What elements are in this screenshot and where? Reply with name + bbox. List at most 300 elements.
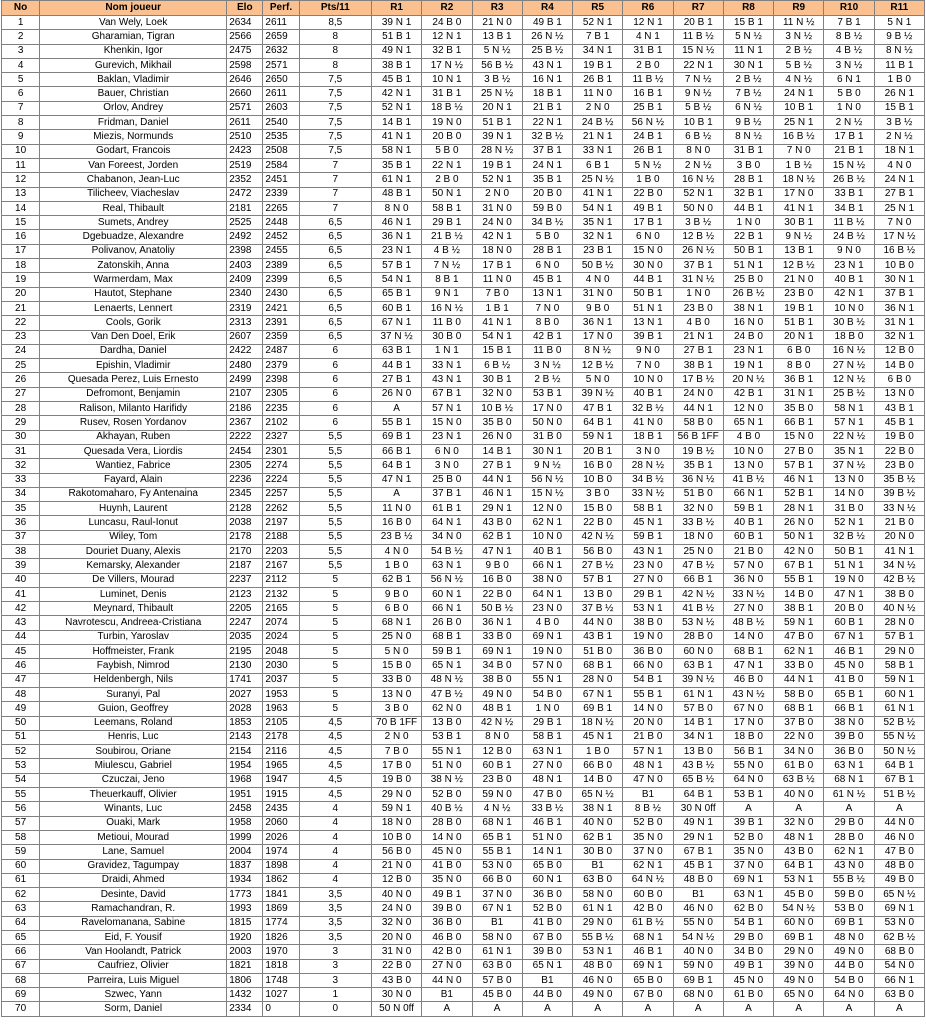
round-3-cell: 2 N 0 <box>472 187 522 201</box>
player-name-cell: Henris, Luc <box>40 730 227 744</box>
elo-cell: 1432 <box>227 988 263 1002</box>
round-11-cell: 24 N 1 <box>874 173 924 187</box>
round-11-cell: 3 B ½ <box>874 116 924 130</box>
round-4-cell: 33 B ½ <box>522 802 572 816</box>
round-3-cell: 20 N 1 <box>472 101 522 115</box>
header-r4: R4 <box>522 1 572 16</box>
round-8-cell: 19 N 1 <box>723 359 773 373</box>
round-2-cell: 7 N ½ <box>422 259 472 273</box>
round-7-cell: 17 B ½ <box>673 373 723 387</box>
player-name-cell: Desinte, David <box>40 888 227 902</box>
table-row <box>2 58 925 72</box>
round-7-cell: 55 N 0 <box>673 916 723 930</box>
rank-cell: 50 <box>2 716 40 730</box>
table-row <box>2 344 925 358</box>
round-10-cell: 68 N 1 <box>824 773 874 787</box>
round-10-cell: 24 B ½ <box>824 230 874 244</box>
round-1-cell: 4 N 0 <box>371 544 421 558</box>
round-1-cell: 65 B 1 <box>371 287 421 301</box>
round-6-cell: 57 N 1 <box>623 745 673 759</box>
round-6-cell: 14 N 0 <box>623 702 673 716</box>
elo-cell: 2510 <box>227 130 263 144</box>
table-row <box>2 945 925 959</box>
round-4-cell: 53 B 1 <box>522 387 572 401</box>
round-3-cell: 14 B 1 <box>472 444 522 458</box>
round-1-cell: 66 B 1 <box>371 444 421 458</box>
round-4-cell: 65 B 0 <box>522 859 572 873</box>
table-row <box>2 473 925 487</box>
round-2-cell: 45 N 0 <box>422 845 472 859</box>
round-1-cell: 6 B 0 <box>371 602 421 616</box>
round-10-cell: 40 B 1 <box>824 273 874 287</box>
round-10-cell: 7 B 1 <box>824 16 874 30</box>
elo-cell: 2154 <box>227 745 263 759</box>
round-9-cell: 65 N 0 <box>774 988 824 1002</box>
rank-cell: 39 <box>2 559 40 573</box>
round-5-cell: 9 B 0 <box>573 301 623 315</box>
table-row <box>2 244 925 258</box>
elo-cell: 2004 <box>227 845 263 859</box>
perf-cell: 2451 <box>263 173 299 187</box>
round-9-cell: 27 B 0 <box>774 444 824 458</box>
round-3-cell: 65 B 1 <box>472 830 522 844</box>
round-11-cell: 27 B 1 <box>874 187 924 201</box>
round-4-cell: 22 N 1 <box>522 116 572 130</box>
round-5-cell: 58 N 0 <box>573 888 623 902</box>
round-5-cell: 63 B 0 <box>573 873 623 887</box>
round-8-cell: 54 B 1 <box>723 916 773 930</box>
round-5-cell: 26 B 1 <box>573 73 623 87</box>
round-3-cell: 16 B 0 <box>472 573 522 587</box>
perf-cell: 0 <box>263 1002 299 1016</box>
round-4-cell: 31 B 0 <box>522 430 572 444</box>
round-1-cell: 20 N 0 <box>371 931 421 945</box>
round-6-cell: 1 B 0 <box>623 173 673 187</box>
round-7-cell: 20 B 1 <box>673 16 723 30</box>
points-cell: 4,5 <box>299 716 371 730</box>
round-8-cell: 45 N 0 <box>723 973 773 987</box>
round-2-cell: 33 N 1 <box>422 359 472 373</box>
points-cell: 7,5 <box>299 144 371 158</box>
round-5-cell: 10 B 0 <box>573 473 623 487</box>
round-1-cell: 44 B 1 <box>371 359 421 373</box>
points-cell: 6,5 <box>299 301 371 315</box>
rank-cell: 31 <box>2 444 40 458</box>
table-row <box>2 502 925 516</box>
round-7-cell: 54 N ½ <box>673 931 723 945</box>
round-2-cell: 58 B 1 <box>422 201 472 215</box>
round-10-cell: 39 B 0 <box>824 730 874 744</box>
round-7-cell: 6 B ½ <box>673 130 723 144</box>
round-10-cell: 19 N 0 <box>824 573 874 587</box>
round-8-cell: 12 N 0 <box>723 402 773 416</box>
elo-cell: 1853 <box>227 716 263 730</box>
table-row <box>2 873 925 887</box>
round-1-cell: A <box>371 487 421 501</box>
round-2-cell: 25 B 0 <box>422 473 472 487</box>
rank-cell: 19 <box>2 273 40 287</box>
round-9-cell: 32 N 0 <box>774 816 824 830</box>
player-name-cell: Rakotomaharo, Fy Antenaina <box>40 487 227 501</box>
round-7-cell: 28 B 0 <box>673 630 723 644</box>
perf-cell: 2074 <box>263 616 299 630</box>
round-10-cell: 51 N 1 <box>824 559 874 573</box>
round-10-cell: 23 N 1 <box>824 259 874 273</box>
rank-cell: 41 <box>2 587 40 601</box>
round-11-cell: 32 N 1 <box>874 330 924 344</box>
rank-cell: 20 <box>2 287 40 301</box>
round-11-cell: 40 N ½ <box>874 602 924 616</box>
round-4-cell: 59 B 0 <box>522 201 572 215</box>
round-5-cell: 17 N 0 <box>573 330 623 344</box>
round-5-cell: 11 N 0 <box>573 87 623 101</box>
round-6-cell: 42 B 0 <box>623 902 673 916</box>
round-6-cell: 18 B 1 <box>623 430 673 444</box>
round-4-cell: 57 N 0 <box>522 659 572 673</box>
table-row <box>2 301 925 315</box>
round-6-cell: 27 N 0 <box>623 573 673 587</box>
perf-cell: 2632 <box>263 44 299 58</box>
round-10-cell: 14 N 0 <box>824 487 874 501</box>
header-perf: Perf. <box>263 1 299 16</box>
table-body <box>2 16 925 1017</box>
round-2-cell: 42 B 0 <box>422 945 472 959</box>
round-8-cell: 35 N 0 <box>723 845 773 859</box>
rank-cell: 11 <box>2 158 40 172</box>
round-7-cell: 44 N 1 <box>673 402 723 416</box>
round-7-cell: 69 B 1 <box>673 973 723 987</box>
header-row <box>2 1 925 16</box>
round-1-cell: 13 N 0 <box>371 687 421 701</box>
table-row <box>2 330 925 344</box>
round-8-cell: 10 N 0 <box>723 444 773 458</box>
round-10-cell: 32 B ½ <box>824 530 874 544</box>
round-11-cell: 43 B 1 <box>874 402 924 416</box>
perf-cell: 2274 <box>263 459 299 473</box>
rank-cell: 14 <box>2 201 40 215</box>
round-3-cell: B1 <box>472 916 522 930</box>
round-11-cell: 69 N 1 <box>874 902 924 916</box>
round-1-cell: 5 N 0 <box>371 645 421 659</box>
points-cell: 6,5 <box>299 230 371 244</box>
round-1-cell: 39 N 1 <box>371 16 421 30</box>
round-7-cell: 31 N ½ <box>673 273 723 287</box>
round-4-cell: 3 N ½ <box>522 359 572 373</box>
round-5-cell: 38 N 1 <box>573 802 623 816</box>
round-2-cell: 30 B 0 <box>422 330 472 344</box>
round-7-cell: 19 B ½ <box>673 444 723 458</box>
round-6-cell: 25 B 1 <box>623 101 673 115</box>
round-3-cell: 52 N 1 <box>472 173 522 187</box>
round-9-cell: 66 B 1 <box>774 416 824 430</box>
round-11-cell: 23 B 0 <box>874 459 924 473</box>
elo-cell: 1951 <box>227 788 263 802</box>
round-9-cell: 18 N ½ <box>774 173 824 187</box>
round-7-cell: 32 N 0 <box>673 502 723 516</box>
round-5-cell: 21 N 1 <box>573 130 623 144</box>
round-5-cell: 39 N ½ <box>573 387 623 401</box>
rank-cell: 32 <box>2 459 40 473</box>
round-10-cell: 52 N 1 <box>824 516 874 530</box>
player-name-cell: Ramachandran, R. <box>40 902 227 916</box>
table-row <box>2 630 925 644</box>
elo-cell: 2027 <box>227 687 263 701</box>
table-row <box>2 30 925 44</box>
rank-cell: 51 <box>2 730 40 744</box>
round-11-cell: 1 B 0 <box>874 73 924 87</box>
round-2-cell: 34 N 0 <box>422 530 472 544</box>
round-7-cell: 66 B 1 <box>673 573 723 587</box>
round-1-cell: 26 N 0 <box>371 387 421 401</box>
round-6-cell: 31 B 1 <box>623 44 673 58</box>
round-8-cell: 13 N 0 <box>723 459 773 473</box>
round-5-cell: 65 N ½ <box>573 788 623 802</box>
round-7-cell: A <box>673 1002 723 1016</box>
elo-cell: 2519 <box>227 158 263 172</box>
round-1-cell: 55 B 1 <box>371 416 421 430</box>
round-11-cell: 33 N ½ <box>874 502 924 516</box>
round-2-cell: 3 N 0 <box>422 459 472 473</box>
round-2-cell: 23 N 1 <box>422 430 472 444</box>
round-11-cell: 13 N 0 <box>874 387 924 401</box>
round-8-cell: 15 B 1 <box>723 16 773 30</box>
round-4-cell: 34 B ½ <box>522 216 572 230</box>
round-10-cell: A <box>824 1002 874 1016</box>
player-name-cell: Fridman, Daniel <box>40 116 227 130</box>
round-11-cell: 49 B 0 <box>874 873 924 887</box>
round-9-cell: 23 B 0 <box>774 287 824 301</box>
player-name-cell: Chabanon, Jean-Luc <box>40 173 227 187</box>
round-4-cell: 39 B 0 <box>522 945 572 959</box>
round-4-cell: 35 B 1 <box>522 173 572 187</box>
rank-cell: 13 <box>2 187 40 201</box>
elo-cell: 2660 <box>227 87 263 101</box>
header-points: Pts/11 <box>299 1 371 16</box>
round-5-cell: 52 N 1 <box>573 16 623 30</box>
elo-cell: 2170 <box>227 544 263 558</box>
round-4-cell: 46 B 1 <box>522 816 572 830</box>
round-2-cell: 49 B 1 <box>422 888 472 902</box>
round-7-cell: 12 B ½ <box>673 230 723 244</box>
player-name-cell: Wantiez, Fabrice <box>40 459 227 473</box>
rank-cell: 36 <box>2 516 40 530</box>
points-cell: 4,5 <box>299 730 371 744</box>
round-2-cell: 54 B ½ <box>422 544 472 558</box>
player-name-cell: Epishin, Vladimir <box>40 359 227 373</box>
round-4-cell: 18 B 1 <box>522 87 572 101</box>
elo-cell: 2598 <box>227 58 263 72</box>
round-6-cell: 44 B 1 <box>623 273 673 287</box>
player-name-cell: Heldenbergh, Nils <box>40 673 227 687</box>
table-row <box>2 259 925 273</box>
perf-cell: 1841 <box>263 888 299 902</box>
round-4-cell: 48 N 1 <box>522 773 572 787</box>
round-11-cell: 52 B ½ <box>874 716 924 730</box>
table-row <box>2 587 925 601</box>
round-3-cell: 24 N 0 <box>472 216 522 230</box>
rank-cell: 49 <box>2 702 40 716</box>
round-10-cell: 50 B 1 <box>824 544 874 558</box>
perf-cell: 2305 <box>263 387 299 401</box>
table-row <box>2 444 925 458</box>
round-6-cell: 16 B 1 <box>623 87 673 101</box>
round-9-cell: 40 N 0 <box>774 788 824 802</box>
round-8-cell: 60 B 1 <box>723 530 773 544</box>
rank-cell: 62 <box>2 888 40 902</box>
round-4-cell: 64 N 1 <box>522 587 572 601</box>
rank-cell: 70 <box>2 1002 40 1016</box>
round-5-cell: 8 N ½ <box>573 344 623 358</box>
round-4-cell: 47 B 0 <box>522 788 572 802</box>
round-7-cell: 51 B 0 <box>673 487 723 501</box>
round-11-cell: 28 N 0 <box>874 616 924 630</box>
player-name-cell: Winants, Luc <box>40 802 227 816</box>
round-6-cell: 41 N 0 <box>623 416 673 430</box>
round-5-cell: 49 N 0 <box>573 988 623 1002</box>
round-5-cell: 22 B 0 <box>573 516 623 530</box>
round-7-cell: 43 B ½ <box>673 759 723 773</box>
round-8-cell: 66 N 1 <box>723 487 773 501</box>
player-name-cell: Turbin, Yaroslav <box>40 630 227 644</box>
points-cell: 4 <box>299 830 371 844</box>
round-10-cell: 47 N 1 <box>824 587 874 601</box>
table-row <box>2 716 925 730</box>
round-3-cell: 9 B 0 <box>472 559 522 573</box>
round-3-cell: 35 B 0 <box>472 416 522 430</box>
round-5-cell: 64 B 1 <box>573 416 623 430</box>
points-cell: 5,5 <box>299 530 371 544</box>
round-3-cell: 56 B ½ <box>472 58 522 72</box>
round-4-cell: 69 N 1 <box>522 630 572 644</box>
perf-cell: 1953 <box>263 687 299 701</box>
round-3-cell: 53 N 0 <box>472 859 522 873</box>
round-2-cell: 28 B 0 <box>422 816 472 830</box>
round-7-cell: 46 N 0 <box>673 902 723 916</box>
round-6-cell: 54 B 1 <box>623 673 673 687</box>
round-4-cell: 20 B 0 <box>522 187 572 201</box>
perf-cell: 1748 <box>263 973 299 987</box>
round-4-cell: A <box>522 1002 572 1016</box>
round-7-cell: 65 B ½ <box>673 773 723 787</box>
round-4-cell: 13 N 1 <box>522 287 572 301</box>
round-1-cell: 33 B 0 <box>371 673 421 687</box>
round-7-cell: 22 N 1 <box>673 58 723 72</box>
round-4-cell: 28 B 1 <box>522 244 572 258</box>
player-name-cell: Bauer, Christian <box>40 87 227 101</box>
round-9-cell: 51 B 1 <box>774 316 824 330</box>
rank-cell: 27 <box>2 387 40 401</box>
round-7-cell: 48 B 0 <box>673 873 723 887</box>
round-3-cell: 55 B 1 <box>472 845 522 859</box>
round-11-cell: 34 N ½ <box>874 559 924 573</box>
round-8-cell: 29 B 0 <box>723 931 773 945</box>
round-10-cell: 65 B 1 <box>824 687 874 701</box>
round-4-cell: 2 B ½ <box>522 373 572 387</box>
round-8-cell: A <box>723 1002 773 1016</box>
round-6-cell: 2 B 0 <box>623 58 673 72</box>
round-8-cell: 31 B 1 <box>723 144 773 158</box>
round-9-cell: 49 N 0 <box>774 973 824 987</box>
elo-cell: 2367 <box>227 416 263 430</box>
round-6-cell: 47 N 0 <box>623 773 673 787</box>
elo-cell: 1999 <box>227 830 263 844</box>
perf-cell: 2430 <box>263 287 299 301</box>
player-name-cell: Hoffmeister, Frank <box>40 645 227 659</box>
perf-cell: 1970 <box>263 945 299 959</box>
table-row <box>2 788 925 802</box>
perf-cell: 2167 <box>263 559 299 573</box>
round-2-cell: 4 B ½ <box>422 244 472 258</box>
round-6-cell: 34 B ½ <box>623 473 673 487</box>
points-cell: 7,5 <box>299 87 371 101</box>
elo-cell: 2422 <box>227 344 263 358</box>
round-5-cell: 12 B ½ <box>573 359 623 373</box>
round-9-cell: 26 N 0 <box>774 516 824 530</box>
round-6-cell: 17 B 1 <box>623 216 673 230</box>
round-3-cell: 31 N 0 <box>472 201 522 215</box>
points-cell: 7,5 <box>299 101 371 115</box>
round-3-cell: A <box>472 1002 522 1016</box>
rank-cell: 9 <box>2 130 40 144</box>
round-3-cell: 61 N 1 <box>472 945 522 959</box>
round-9-cell: 67 B 1 <box>774 559 824 573</box>
round-5-cell: 69 B 1 <box>573 702 623 716</box>
round-10-cell: 66 B 1 <box>824 702 874 716</box>
player-name-cell: Gurevich, Mikhail <box>40 58 227 72</box>
round-2-cell: 12 N 1 <box>422 30 472 44</box>
elo-cell: 2130 <box>227 659 263 673</box>
perf-cell: 2508 <box>263 144 299 158</box>
round-11-cell: 9 B ½ <box>874 30 924 44</box>
round-1-cell: 21 N 0 <box>371 859 421 873</box>
table-row <box>2 702 925 716</box>
points-cell: 6 <box>299 387 371 401</box>
points-cell: 4 <box>299 859 371 873</box>
round-9-cell: 39 N 0 <box>774 959 824 973</box>
perf-cell: 1915 <box>263 788 299 802</box>
rank-cell: 48 <box>2 687 40 701</box>
rank-cell: 63 <box>2 902 40 916</box>
round-1-cell: 27 B 1 <box>371 373 421 387</box>
points-cell: 3,5 <box>299 902 371 916</box>
round-11-cell: 4 N 0 <box>874 158 924 172</box>
elo-cell: 2237 <box>227 573 263 587</box>
perf-cell: 2448 <box>263 216 299 230</box>
round-4-cell: 24 N 1 <box>522 158 572 172</box>
points-cell: 5 <box>299 673 371 687</box>
round-4-cell: 16 N 1 <box>522 73 572 87</box>
round-3-cell: 46 N 1 <box>472 487 522 501</box>
header-r1: R1 <box>371 1 421 16</box>
round-9-cell: 69 B 1 <box>774 931 824 945</box>
round-3-cell: 59 N 0 <box>472 788 522 802</box>
round-6-cell: 53 N 1 <box>623 602 673 616</box>
round-9-cell: 68 B 1 <box>774 702 824 716</box>
player-name-cell: Faybish, Nimrod <box>40 659 227 673</box>
round-11-cell: 58 B 1 <box>874 659 924 673</box>
round-1-cell: 23 B ½ <box>371 530 421 544</box>
round-8-cell: 33 N ½ <box>723 587 773 601</box>
round-2-cell: 16 N ½ <box>422 301 472 315</box>
rank-cell: 23 <box>2 330 40 344</box>
rank-cell: 64 <box>2 916 40 930</box>
round-7-cell: 18 N 0 <box>673 530 723 544</box>
round-8-cell: 69 N 1 <box>723 873 773 887</box>
round-8-cell: 50 B 1 <box>723 244 773 258</box>
round-4-cell: 40 B 1 <box>522 544 572 558</box>
rank-cell: 16 <box>2 230 40 244</box>
elo-cell: 2571 <box>227 101 263 115</box>
